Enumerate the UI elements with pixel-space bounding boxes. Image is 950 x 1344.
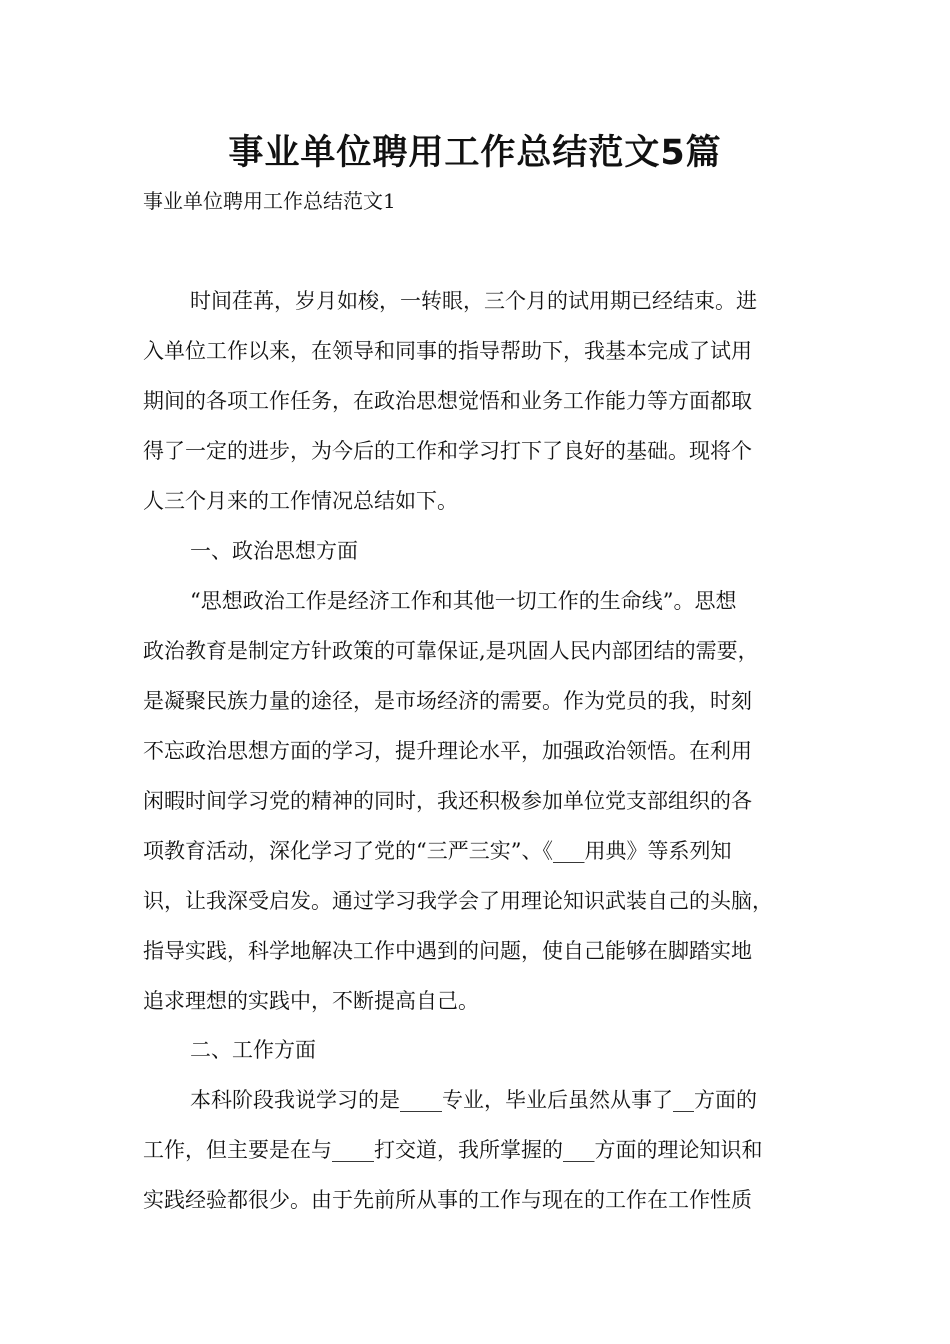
paragraph-intro	[143, 276, 808, 526]
paragraph-line: 闲暇时间学习党的精神的同时，我还积极参加单位党支部组织的各	[143, 789, 752, 813]
paragraph-line: 期间的各项工作任务，在政治思想觉悟和业务工作能力等方面都取	[143, 389, 752, 413]
section-heading-political	[143, 526, 808, 576]
paragraph-work	[143, 1075, 808, 1225]
paragraph-line: 实践经验都很少。由于先前所从事的工作与现在的工作在工作性质	[143, 1188, 752, 1212]
paragraph-line: 识，让我深受启发。通过学习我学会了用理论知识武装自己的头脑，	[143, 889, 773, 913]
section-heading-work	[143, 1025, 808, 1075]
paragraph-line: 指导实践，科学地解决工作中遇到的问题，使自己能够在脚踏实地	[143, 939, 752, 963]
paragraph-political	[143, 576, 808, 1026]
paragraph-line: 入单位工作以来，在领导和同事的指导帮助下，我基本完成了试用	[143, 339, 752, 363]
paragraph-line: “思想政治工作是经济工作和其他一切工作的生命线”。思想	[190, 589, 737, 613]
section-heading: 一、政治思想方面	[190, 539, 358, 563]
document-subtitle: 事业单位聘用工作总结范文1	[143, 189, 396, 213]
paragraph-line: 是凝聚民族力量的途径，是市场经济的需要。作为党员的我，时刻	[143, 689, 752, 713]
paragraph-line: 得了一定的进步，为今后的工作和学习打下了良好的基础。现将个	[143, 439, 752, 463]
paragraph-line: 本科阶段我说学习的是____专业，毕业后虽然从事了__方面的	[190, 1088, 757, 1112]
paragraph-line: 政治教育是制定方针政策的可靠保证,是巩固人民内部团结的需要，	[143, 639, 759, 663]
paragraph-line: 项教育活动，深化学习了党的“三严三实”、《___用典》等系列知	[143, 839, 732, 863]
paragraph-line: 不忘政治思想方面的学习，提升理论水平，加强政治领悟。在利用	[143, 739, 752, 763]
document-title: 事业单位聘用工作总结范文5篇	[228, 133, 722, 173]
paragraph-line: 工作，但主要是在与____打交道，我所掌握的___方面的理论知识和	[143, 1138, 763, 1162]
section-heading: 二、工作方面	[190, 1038, 316, 1062]
paragraph-line: 时间荏苒，岁月如梭，一转眼，三个月的试用期已经结束。进	[190, 289, 757, 313]
paragraph-line: 追求理想的实践中，不断提高自己。	[143, 989, 479, 1013]
paragraph-line: 人三个月来的工作情况总结如下。	[143, 489, 458, 513]
